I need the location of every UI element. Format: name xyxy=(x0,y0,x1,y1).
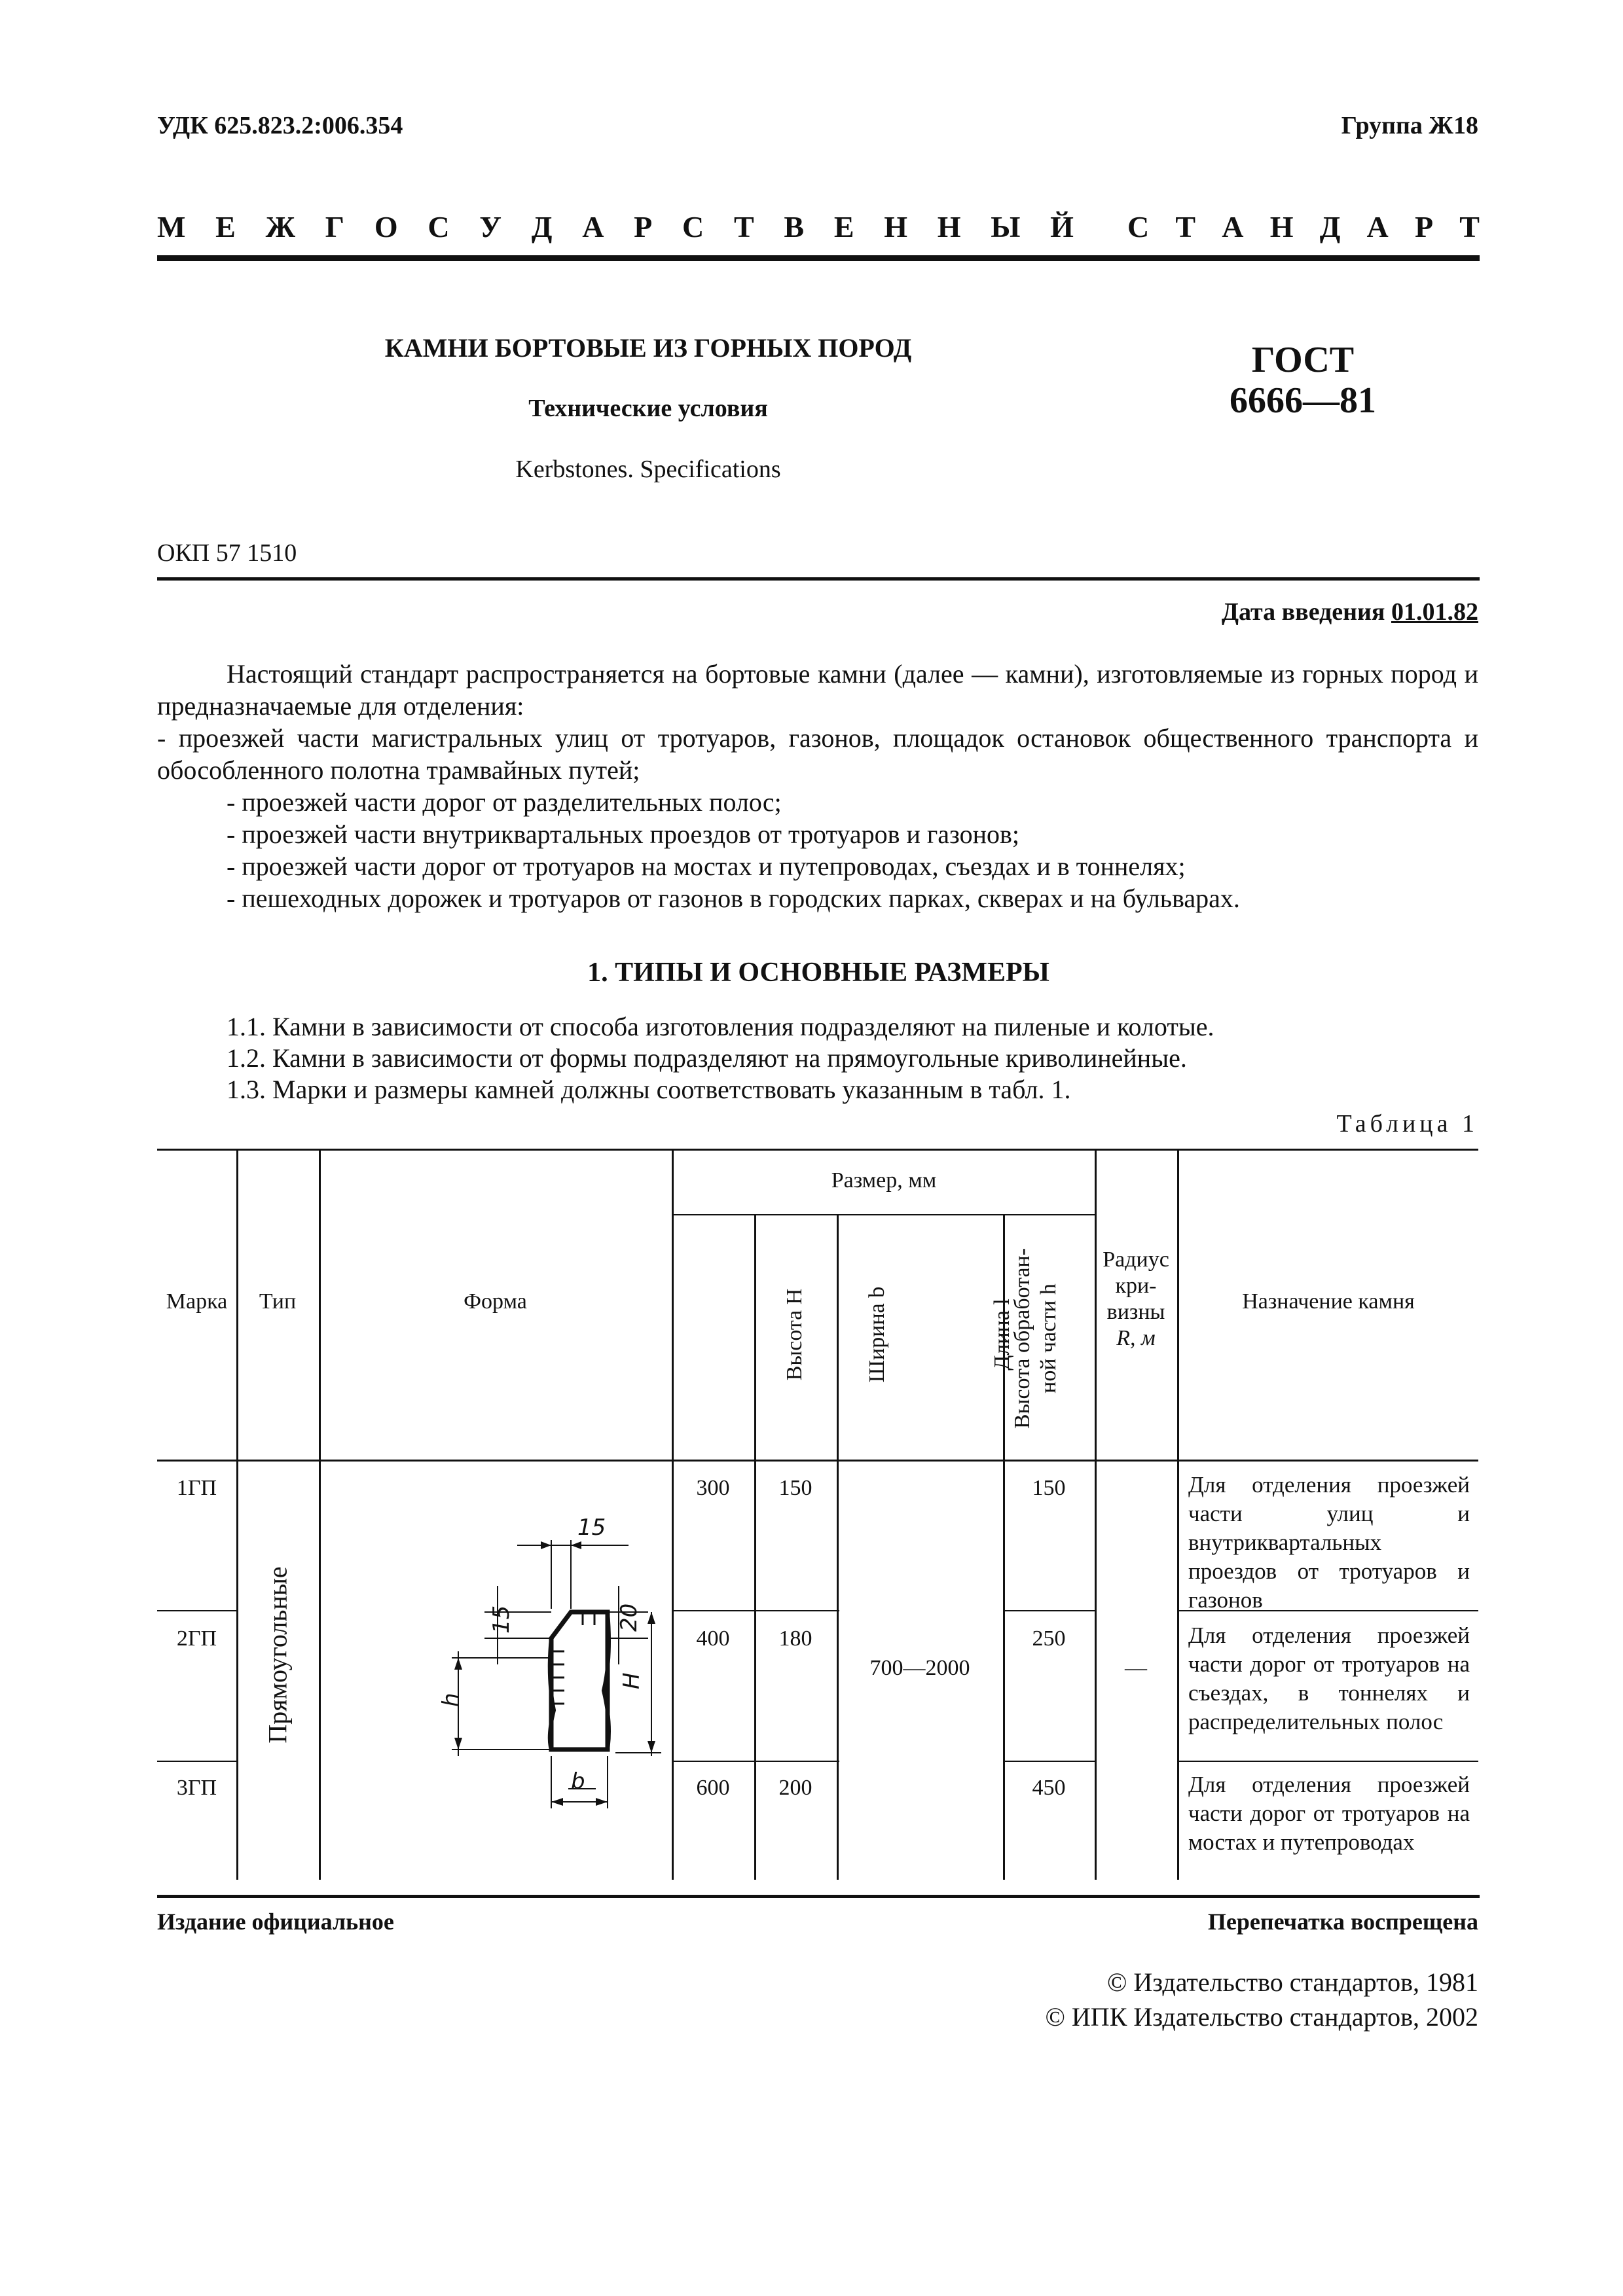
date-label: Дата введения xyxy=(1221,598,1385,626)
banner-letter: С xyxy=(428,210,450,243)
drawing-label-left: 15 xyxy=(488,1605,515,1634)
col-divider xyxy=(837,1214,839,1880)
gost-number: 6666—81 xyxy=(1230,380,1376,421)
drawing-label-right: 20 xyxy=(616,1603,642,1632)
list-item: - проезжей части дорог от тротуаров на мостах и путепроводах, съездах и в тоннелях; xyxy=(227,852,1186,881)
banner-letter: О xyxy=(374,210,398,243)
row-divider xyxy=(1178,1761,1478,1762)
row-divider xyxy=(1003,1761,1096,1762)
header-height: Высота H xyxy=(782,1288,807,1381)
banner-letter: В xyxy=(784,210,805,243)
list-item: - проезжей части внутриквартальных проездов от тротуаров и газонов; xyxy=(227,819,1020,849)
banner-letter: А xyxy=(1222,210,1244,243)
banner-word-interstate xyxy=(157,209,1074,242)
list-item: - проезжей части магистральных улиц от тротуаров, газонов, площадок остановок общественного транспорта и обособленного полотна трамвайных путей; xyxy=(157,723,1478,785)
banner-letter: Ж xyxy=(265,210,296,243)
header-mark: Марка xyxy=(166,1289,228,1314)
row-3-height: 600 xyxy=(696,1776,730,1800)
banner-letter: У xyxy=(479,210,502,243)
banner-letter: С xyxy=(682,210,704,243)
row-3-processed-height: 450 xyxy=(1032,1776,1066,1800)
official-edition: Издание официальное xyxy=(157,1909,394,1935)
section-heading: 1. ТИПЫ И ОСНОВНЫЕ РАЗМЕРЫ xyxy=(587,958,1049,988)
udk-code: УДК 625.823.2:006.354 xyxy=(157,112,403,139)
header-type: Тип xyxy=(259,1289,297,1314)
header-form: Форма xyxy=(464,1289,527,1314)
col-divider xyxy=(236,1149,238,1880)
banner-letter: С xyxy=(1127,210,1150,243)
row-1-mark: 1ГП xyxy=(176,1476,217,1500)
standard-banner xyxy=(157,209,1480,242)
banner-letter: Р xyxy=(1414,210,1434,243)
banner-letter: М xyxy=(157,210,186,243)
english-title: Kerbstones. Specifications xyxy=(515,456,781,483)
row-3-width: 200 xyxy=(778,1776,812,1800)
banner-letter: Н xyxy=(884,210,908,243)
clause: 1.3. Марки и размеры камней должны соответствовать указанным в табл. 1. xyxy=(227,1075,1071,1104)
table-caption: Таблица 1 xyxy=(1336,1110,1478,1138)
row-2-width: 180 xyxy=(778,1626,812,1651)
row-divider xyxy=(1003,1610,1096,1611)
clause: 1.2. Камни в зависимости от формы подразделяют на прямоугольные криволинейные. xyxy=(227,1043,1187,1073)
dimensions-table xyxy=(157,1149,1478,1880)
drawing-label-h: h xyxy=(438,1693,464,1707)
introduction-date xyxy=(1222,598,1478,626)
banner-letter: Ы xyxy=(991,210,1021,243)
intro-text xyxy=(157,658,1478,914)
row-2-mark: 2ГП xyxy=(176,1626,217,1651)
list-item: - проезжей части дорог от разделительных полос; xyxy=(227,787,782,817)
document-subtitle: Технические условия xyxy=(528,395,768,422)
banner-letter: Е xyxy=(833,210,854,243)
row-2-processed-height: 250 xyxy=(1032,1626,1066,1651)
banner-letter: Д xyxy=(1319,210,1341,243)
banner-letter: Г xyxy=(325,210,345,243)
header-length: Длина l xyxy=(990,1299,1014,1371)
banner-letter: А xyxy=(1366,210,1389,243)
row-2-height: 400 xyxy=(696,1626,730,1651)
row-3-mark: 3ГП xyxy=(176,1776,217,1800)
banner-letter: Т xyxy=(1175,210,1196,243)
table-top-border xyxy=(157,1149,1478,1151)
drawing-label-H: H xyxy=(619,1672,645,1689)
kerbstone-cross-section-drawing xyxy=(321,1462,670,1878)
document-title: КАМНИ БОРТОВЫЕ ИЗ ГОРНЫХ ПОРОД xyxy=(384,333,912,363)
banner-letter: Т xyxy=(733,210,754,243)
group-code: Группа Ж18 xyxy=(1341,112,1478,139)
clause-list xyxy=(227,1011,1470,1105)
banner-word-standard xyxy=(1127,209,1480,242)
drawing-label-b: b xyxy=(571,1768,585,1795)
row-1-height: 300 xyxy=(696,1476,730,1500)
clause: 1.1. Камни в зависимости от способа изготовления подразделяют на пиленые и колотые. xyxy=(227,1012,1214,1041)
banner-letter: Т xyxy=(1459,210,1480,243)
banner-letter: Р xyxy=(634,210,653,243)
row-1-width: 150 xyxy=(778,1476,812,1500)
drawing-label-top: 15 xyxy=(577,1515,606,1541)
copyright-2002: © ИПК Издательство стандартов, 2002 xyxy=(1045,2002,1478,2032)
radius-value: — xyxy=(1125,1656,1147,1680)
gost-label: ГОСТ xyxy=(1251,340,1355,380)
title-rule xyxy=(157,577,1480,581)
intro-paragraph: Настоящий стандарт распространяется на бортовые камни (далее — камни), изготовляемые из горных пород и предназначаемые для отделения: xyxy=(157,659,1478,721)
header-width: Ширина b xyxy=(865,1286,889,1383)
banner-letter: А xyxy=(582,210,604,243)
row-divider xyxy=(157,1761,236,1762)
header-rule xyxy=(157,255,1480,261)
banner-letter: Е xyxy=(215,210,236,243)
header-radius: Радиус кри- визны R, м xyxy=(1103,1247,1169,1350)
col-divider xyxy=(1177,1149,1179,1880)
row-1-processed-height: 150 xyxy=(1032,1476,1066,1500)
copyright-1981: © Издательство стандартов, 1981 xyxy=(1106,1967,1478,1997)
header-purpose: Назначение камня xyxy=(1242,1289,1415,1314)
row-divider xyxy=(157,1610,236,1611)
row-3-purpose: Для отделения проезжей части дорог от тротуаров на мостах и путепроводах xyxy=(1188,1772,1470,1855)
banner-letter: Й xyxy=(1050,210,1074,243)
footer-rule xyxy=(157,1895,1480,1898)
banner-letter: Д xyxy=(531,210,553,243)
col-divider xyxy=(672,1149,674,1880)
row-2-purpose: Для отделения проезжей части дорог от тротуаров на съездах, в тоннелях и распределительных полос xyxy=(1188,1623,1470,1734)
date-value: 01.01.82 xyxy=(1391,598,1478,626)
okp-code: ОКП 57 1510 xyxy=(157,539,297,567)
list-item: - пешеходных дорожек и тротуаров от газонов в городских парках, скверах и на бульварах. xyxy=(227,884,1240,913)
banner-letter: Н xyxy=(937,210,961,243)
type-value: Прямоугольные xyxy=(263,1566,293,1744)
reprint-prohibited: Перепечатка воспрещена xyxy=(1207,1909,1478,1935)
banner-letter: Н xyxy=(1269,210,1294,243)
length-value: 700—2000 xyxy=(869,1656,970,1680)
header-size-group: Размер, мм xyxy=(831,1168,937,1193)
row-1-purpose: Для отделения проезжей части улиц и внутриквартальных проездов от тротуаров и газонов xyxy=(1188,1472,1470,1613)
header-processed-height: Высота обработан- ной части h xyxy=(1010,1247,1061,1429)
